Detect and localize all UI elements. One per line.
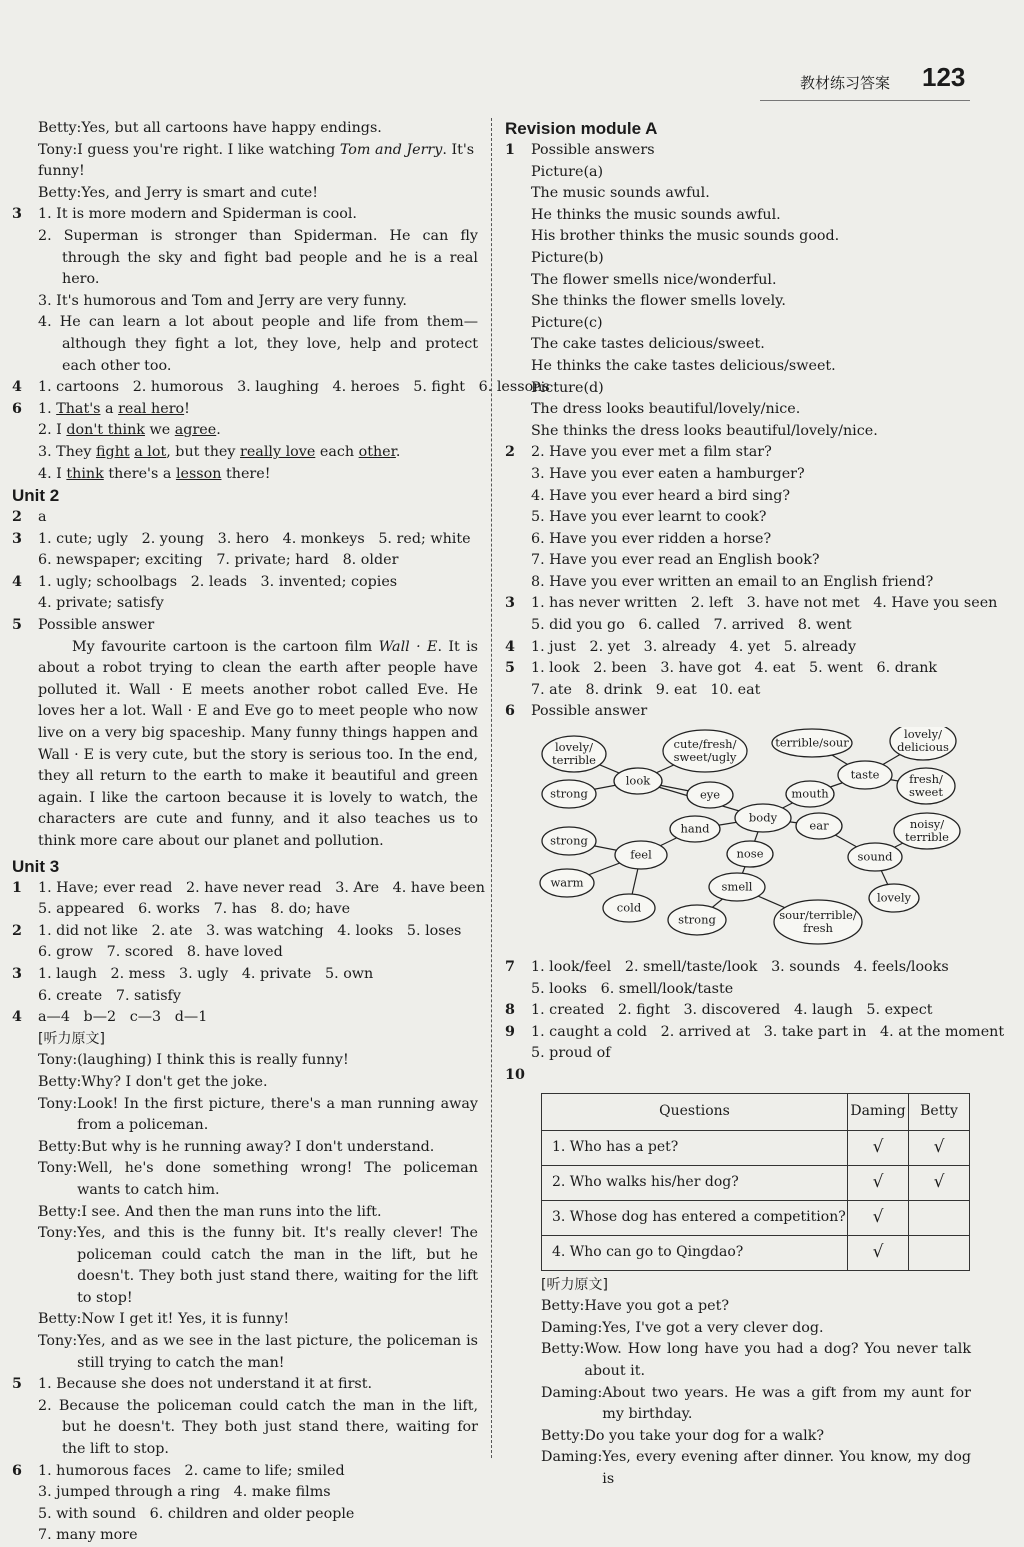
exercise-4: 4 a—4 b—2 c—3 d—1 <box>12 1009 208 1026</box>
right-column <box>505 118 1005 1491</box>
table-row: 1. Who has a pet? √ √ <box>542 1130 970 1165</box>
exercise-2: 2 1. did not like 2. ate 3. was watching 4. looks 5. loses 6. grow 7. scored 8. have loved <box>12 922 462 961</box>
node-noisy-terrible: noisy/ terrible <box>905 817 949 845</box>
page-number: 123 <box>922 62 966 92</box>
unit2-heading: Unit 2 <box>12 486 60 506</box>
exercise-7: 7 1. look/feel 2. smell/taste/look 3. sounds 4. feels/looks 5. looks 6. smell/look/taste <box>505 959 949 997</box>
section-title-cn: 教材练习答案 <box>800 74 891 92</box>
column-divider <box>491 118 492 1458</box>
node-eye: eye <box>699 787 721 802</box>
exercise-4: 4 1. ugly; schoolbags 2. leads 3. invented; copies 4. private; satisfy <box>12 573 398 612</box>
listening-dialogue: Betty: Have you got a pet? Daming: Yes, I've got a very clever dog. Betty: Wow. How long have you had a dog? You never talk about it. Daming: About two years. He was a gift from my aunt for my birthday. Betty: Do you take your dog for a walk? Daming: Yes, every evening after dinner. You know, my dog is <box>541 1298 971 1487</box>
node-sour-terrible-fresh: sour/terrible/ fresh <box>779 908 857 936</box>
exercise-4: 4 1. just 2. yet 3. already 4. yet 5. already <box>505 638 857 655</box>
dialogue-line: Tony:I guess you're right. I like watching Tom and Jerry. It's funny! <box>38 141 475 180</box>
revision-module-heading: Revision module A <box>505 119 658 138</box>
exercise-6: 6 1. That's a real hero! 2. I don't think we agree. 3. They fight a lot, but they really love each other. 4. I think there's a lesson there! <box>12 400 401 482</box>
senses-mind-map <box>531 727 971 951</box>
exercise-4: 4 1. cartoons 2. humorous 3. laughing 4. heroes 5. fight 6. lessons <box>12 379 550 396</box>
node-body: body <box>748 810 778 825</box>
exercise-6: 6 Possible answer <box>505 703 648 720</box>
listening-script-label: [听力原文] <box>541 1276 608 1293</box>
node-cold: cold <box>616 900 642 915</box>
dialogue-line: Betty:Yes, and Jerry is smart and cute! <box>38 184 318 201</box>
node-mouth: mouth <box>791 786 829 801</box>
table-header-row: Questions Daming Betty <box>542 1093 970 1130</box>
node-hand: hand <box>680 821 710 836</box>
exercise-2: 2 a <box>12 509 47 526</box>
node-lovely-terrible: lovely/ terrible <box>552 740 596 768</box>
table-row: 3. Whose dog has entered a competition? √ <box>542 1200 970 1235</box>
exercise-3: 3 1. cute; ugly 2. young 3. hero 4. monkeys 5. red; white 6. newspaper; exciting 7. private; hard 8. older <box>12 530 471 569</box>
node-smell: smell <box>721 879 753 894</box>
questions-table <box>541 1093 970 1271</box>
node-nose: nose <box>736 846 764 861</box>
node-strong: strong <box>678 912 716 927</box>
exercise-2: 2 2. Have you ever met a film star? 3. Have you ever eaten a hamburger? 4. Have you ever heard a bird sing? 5. Have you ever learnt to cook? 6. Have you ever ridden a horse? 7. Have you ever read an English book? 8. Have you ever written an email to an English friend? <box>505 444 934 590</box>
exercise-3: 3 1. It is more modern and Spiderman is cool. 2. Superman is stronger than Spiderman. He can fly through the sky and fight bad people and he is a real hero. 3. It's humorous and Tom and Jerry are very funny. 4. He can learn a lot about people and life from them—although they fight a lot, they love, help and protect each other too. <box>12 206 478 374</box>
exercise-10: 10 <box>505 1067 525 1083</box>
node-strong: strong <box>550 786 588 801</box>
node-strong: strong <box>550 833 588 848</box>
node-taste: taste <box>850 767 880 782</box>
node-cute-fresh-sweet-ugly: cute/fresh/ sweet/ugly <box>673 737 737 765</box>
node-look: look <box>625 773 651 788</box>
exercise-3: 3 1. has never written 2. left 3. have not met 4. Have you seen 5. did you go 6. called 7. arrived 8. went <box>505 595 998 634</box>
node-fresh-sweet: fresh/ sweet <box>909 772 943 800</box>
node-ear: ear <box>809 818 829 833</box>
exercise-5: 5 Possible answer <box>12 617 155 634</box>
node-feel: feel <box>630 847 652 862</box>
listening-script-label: [听力原文] <box>38 1030 105 1047</box>
node-terrible-sour: terrible/sour <box>775 735 849 750</box>
essay-paragraph: My favourite cartoon is the cartoon film Wall · E. It is about a robot trying to clean the earth after people have polluted it. Wall · E meets another robot called Eve. He loves her a lot. Wall · E and Eve go to meet people who now live on a very big spaceship. Many funny things happen and Wall · E is very cute, but the story is serious too. In the end, they all return to the earth to make it beautiful and green again. I like the cartoon because it is lovely to watch, the characters are cute and funny, and it also teaches us to think more care about our planet and pollution. <box>38 638 479 849</box>
table-row: 4. Who can go to Qingdao? √ <box>542 1235 970 1270</box>
exercise-3: 3 1. laugh 2. mess 3. ugly 4. private 5. own 6. create 7. satisfy <box>12 965 374 1004</box>
node-lovely: lovely <box>876 890 912 905</box>
exercise-1: 1 1. Have; ever read 2. have never read 3. Are 4. have been 5. appeared 6. works 7. has 8. do; have <box>12 879 485 918</box>
node-lovely-delicious: lovely/ delicious <box>897 727 949 755</box>
header-rule <box>760 100 970 101</box>
node-sound: sound <box>857 849 893 864</box>
table-row: 2. Who walks his/her dog? √ √ <box>542 1165 970 1200</box>
exercise-8: 8 1. created 2. fight 3. discovered 4. laugh 5. expect <box>505 1002 933 1019</box>
exercise-6: 6 1. humorous faces 2. came to life; smiled 3. jumped through a ring 4. make films 5. with sound 6. children and older people 7. many more <box>12 1462 355 1544</box>
unit3-heading: Unit 3 <box>12 856 60 876</box>
exercise-9: 9 1. caught a cold 2. arrived at 3. take part in 4. at the moment 5. proud of <box>505 1023 1005 1062</box>
dialogue-line: Betty:Yes, but all cartoons have happy endings. <box>38 120 382 136</box>
exercise-5: 5 1. look 2. been 3. have got 4. eat 5. went 6. drank 7. ate 8. drink 9. eat 10. eat <box>505 660 938 698</box>
listening-dialogue: Tony: (laughing) I think this is really funny! Betty: Why? I don't get the joke. Tony: Look! In the first picture, there's a man running away from a policeman. Betty: But why is he running away? I don't understand. Tony: Well, he's done something wrong! The policeman wants to catch him. Betty: I see. And then the man runs into the lift. Tony: Yes, and this is the funny bit. It's really clever! The policeman could catch the man in the lift, but he doesn't. They both just stand there, waiting for the lift to stop! Betty: Now I get it! Yes, it is funny! Tony: Yes, and as we see in the last picture, the policeman is still trying to catch the man! <box>38 1052 478 1371</box>
exercise-1: 1 Possible answers Picture(a) The music sounds awful. He thinks the music sounds awful. His brother thinks the music sounds good. Picture(b) The flower smells nice/wonderful. She thinks the flower smells lovely. Picture(c) The cake tastes delicious/sweet. He thinks the cake tastes delicious/sweet. Picture(d) The dress looks beautiful/lovely/nice. She thinks the dress looks beautiful/lovely/nice. <box>505 142 878 439</box>
exercise-5: 5 1. Because she does not understand it at first. 2. Because the policeman could catch the man in the lift, but he doesn't. They both just stand there, waiting for the lift to stop. <box>12 1376 478 1458</box>
node-warm: warm <box>550 875 584 890</box>
